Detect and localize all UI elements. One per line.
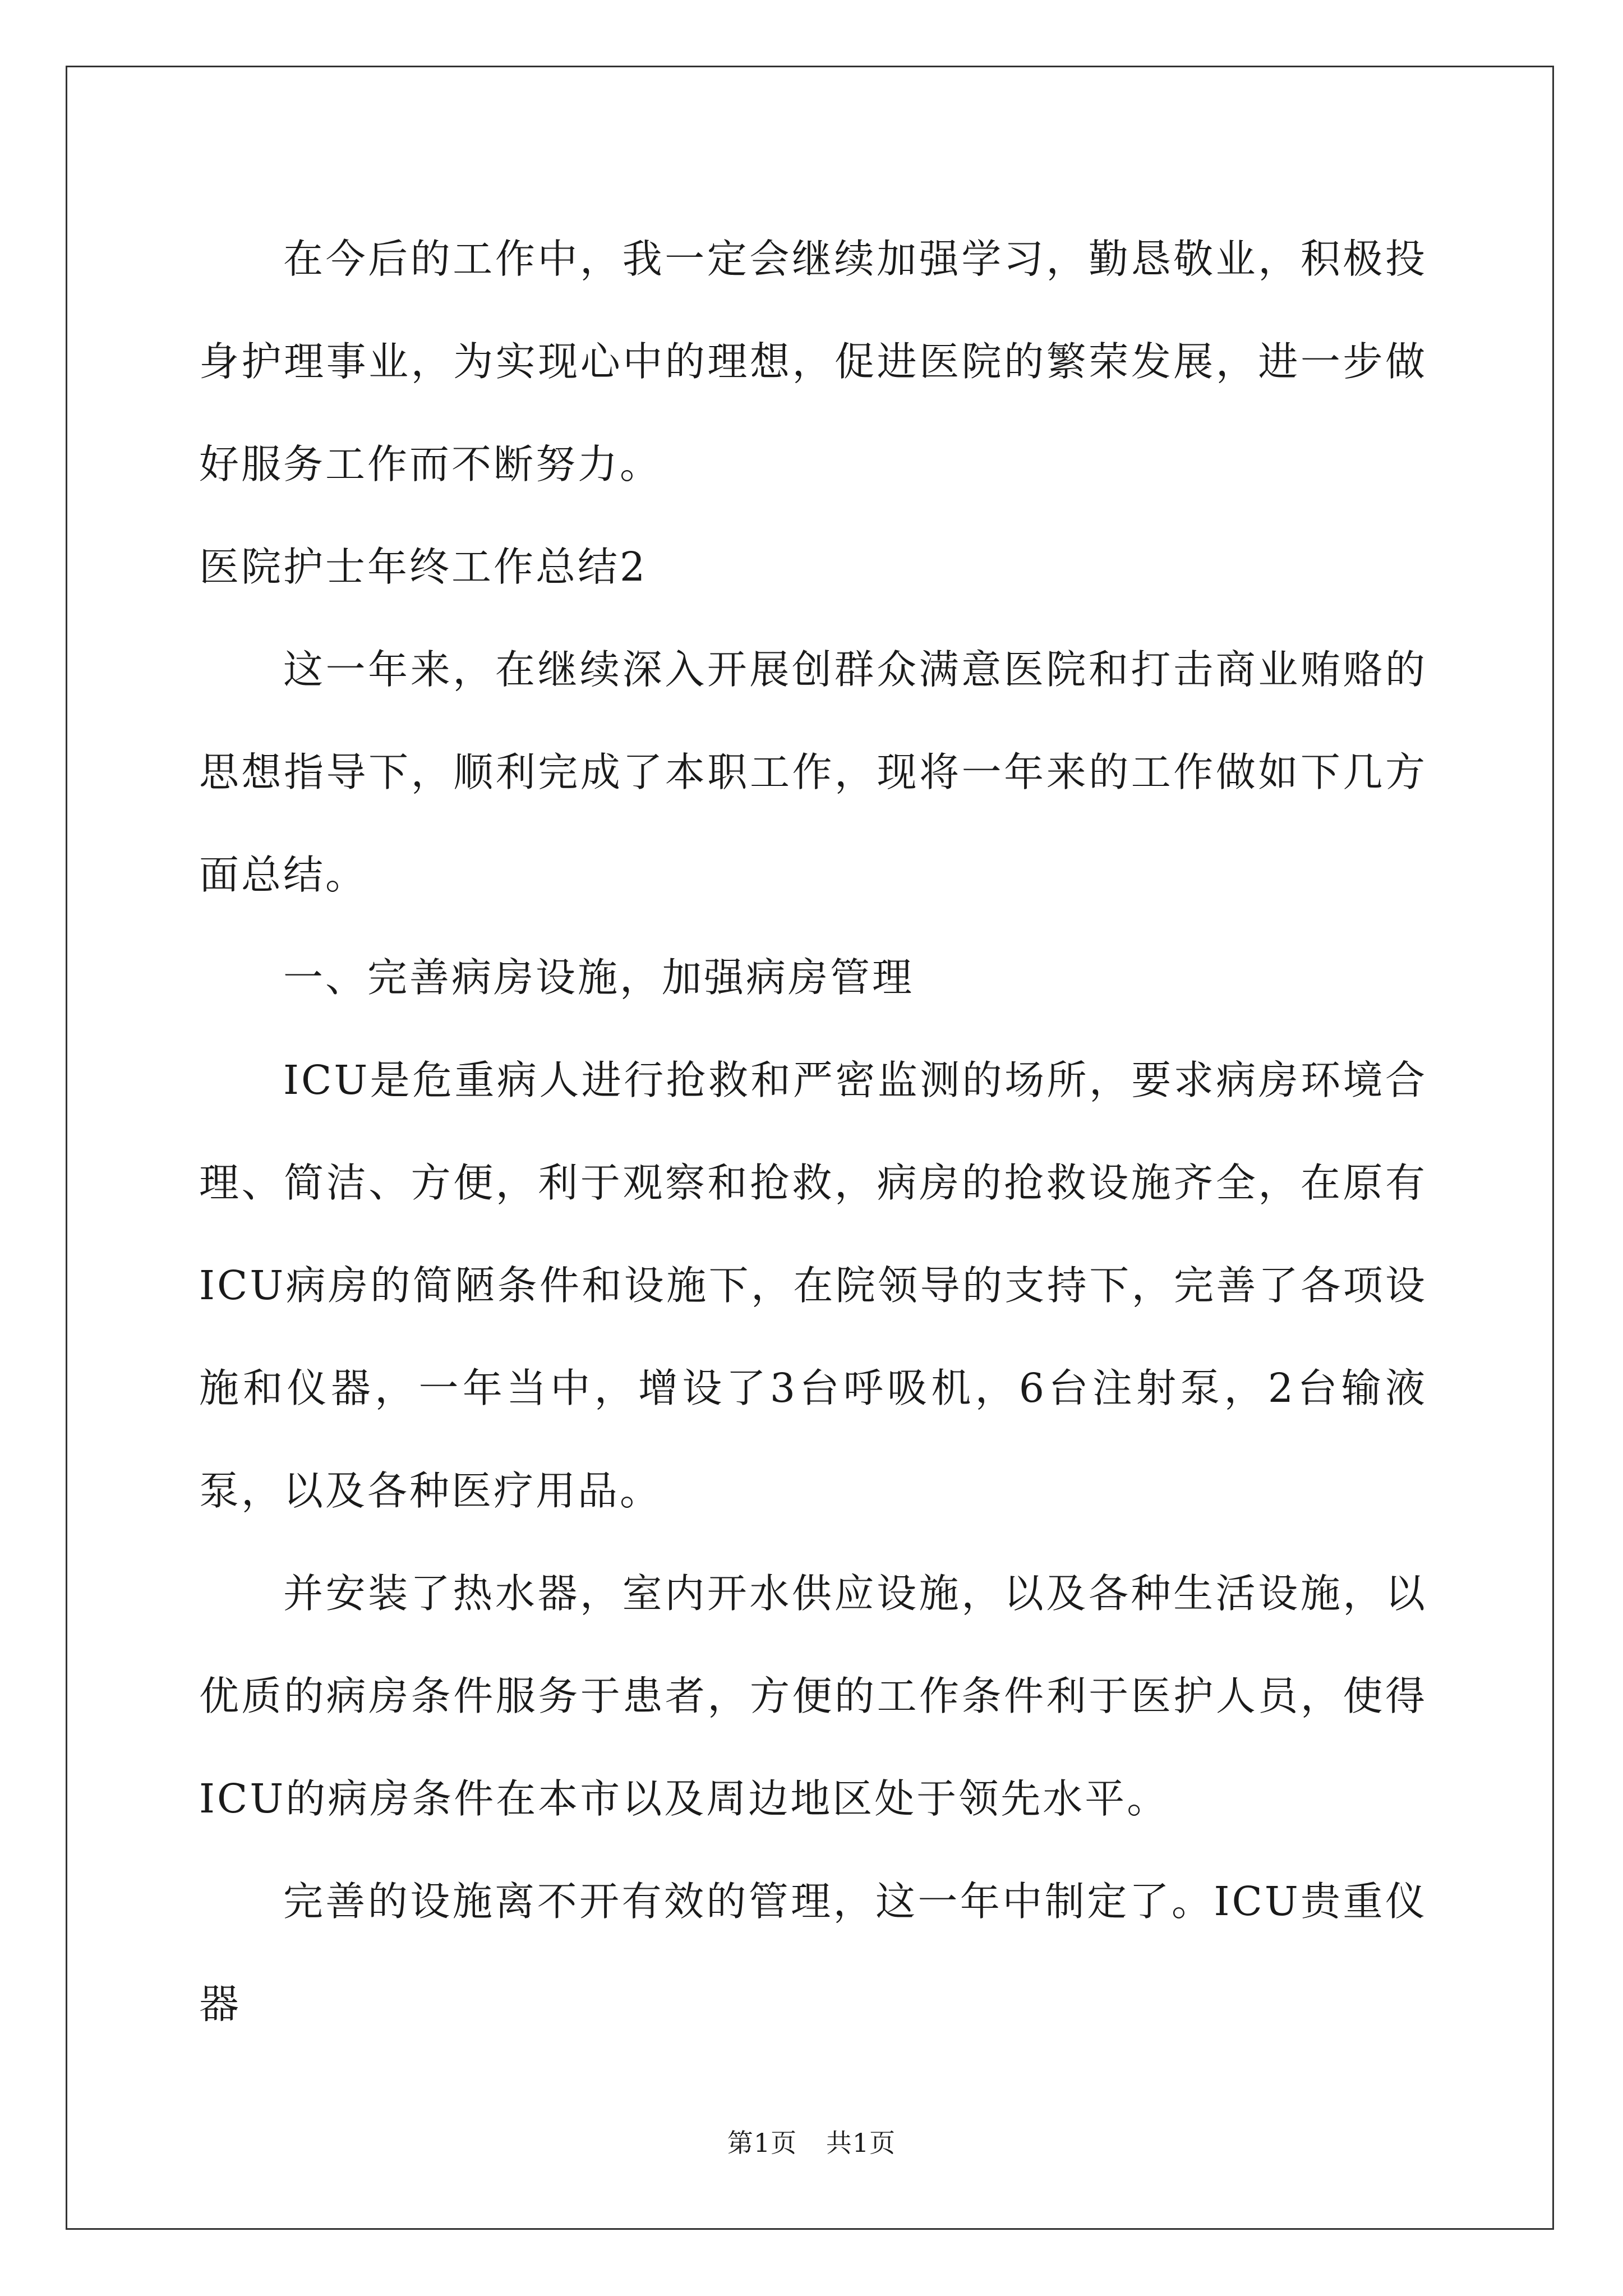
page-number: 第1页 xyxy=(727,2128,797,2158)
paragraph-closing-commitment: 在今后的工作中，我一定会继续加强学习，勤恳敬业，积极投身护理事业，为实现心中的理想，促进医院的繁荣发展，进一步做好服务工作而不断努力。 xyxy=(199,236,1427,487)
paragraph-management: 完善的设施离不开有效的管理，这一年中制定了。ICU贵重仪器 xyxy=(199,1878,1427,2027)
paragraph-intro: 这一年来，在继续深入开展创群众满意医院和打击商业贿赂的思想指导下，顺利完成了本职工作，现将一年来的工作做如下几方面总结。 xyxy=(199,646,1427,898)
section-heading: 医院护士年终工作总结2 xyxy=(199,544,648,590)
page-footer xyxy=(0,2126,1623,2160)
paragraph-living-facilities: 并安装了热水器，室内开水供应设施，以及各种生活设施，以优质的病房条件服务于患者，方便的工作条件利于医护人员，使得ICU的病房条件在本市以及周边地区处于领先水平。 xyxy=(199,1570,1427,1822)
paragraph-icu-equipment: ICU是危重病人进行抢救和严密监测的场所，要求病房环境合理、简洁、方便，利于观察和抢救，病房的抢救设施齐全，在原有ICU病房的简陋条件和设施下，在院领导的支持下，完善了各项设施和仪器，一年当中，增设了3台呼吸机，6台注射泵，2台输液泵，以及各种医疗用品。 xyxy=(199,1057,1427,1514)
page-total: 共1页 xyxy=(826,2128,896,2158)
subheading-ward-facilities: 一、完善病房设施，加强病房管理 xyxy=(283,954,915,1001)
document-body xyxy=(199,208,1427,2055)
